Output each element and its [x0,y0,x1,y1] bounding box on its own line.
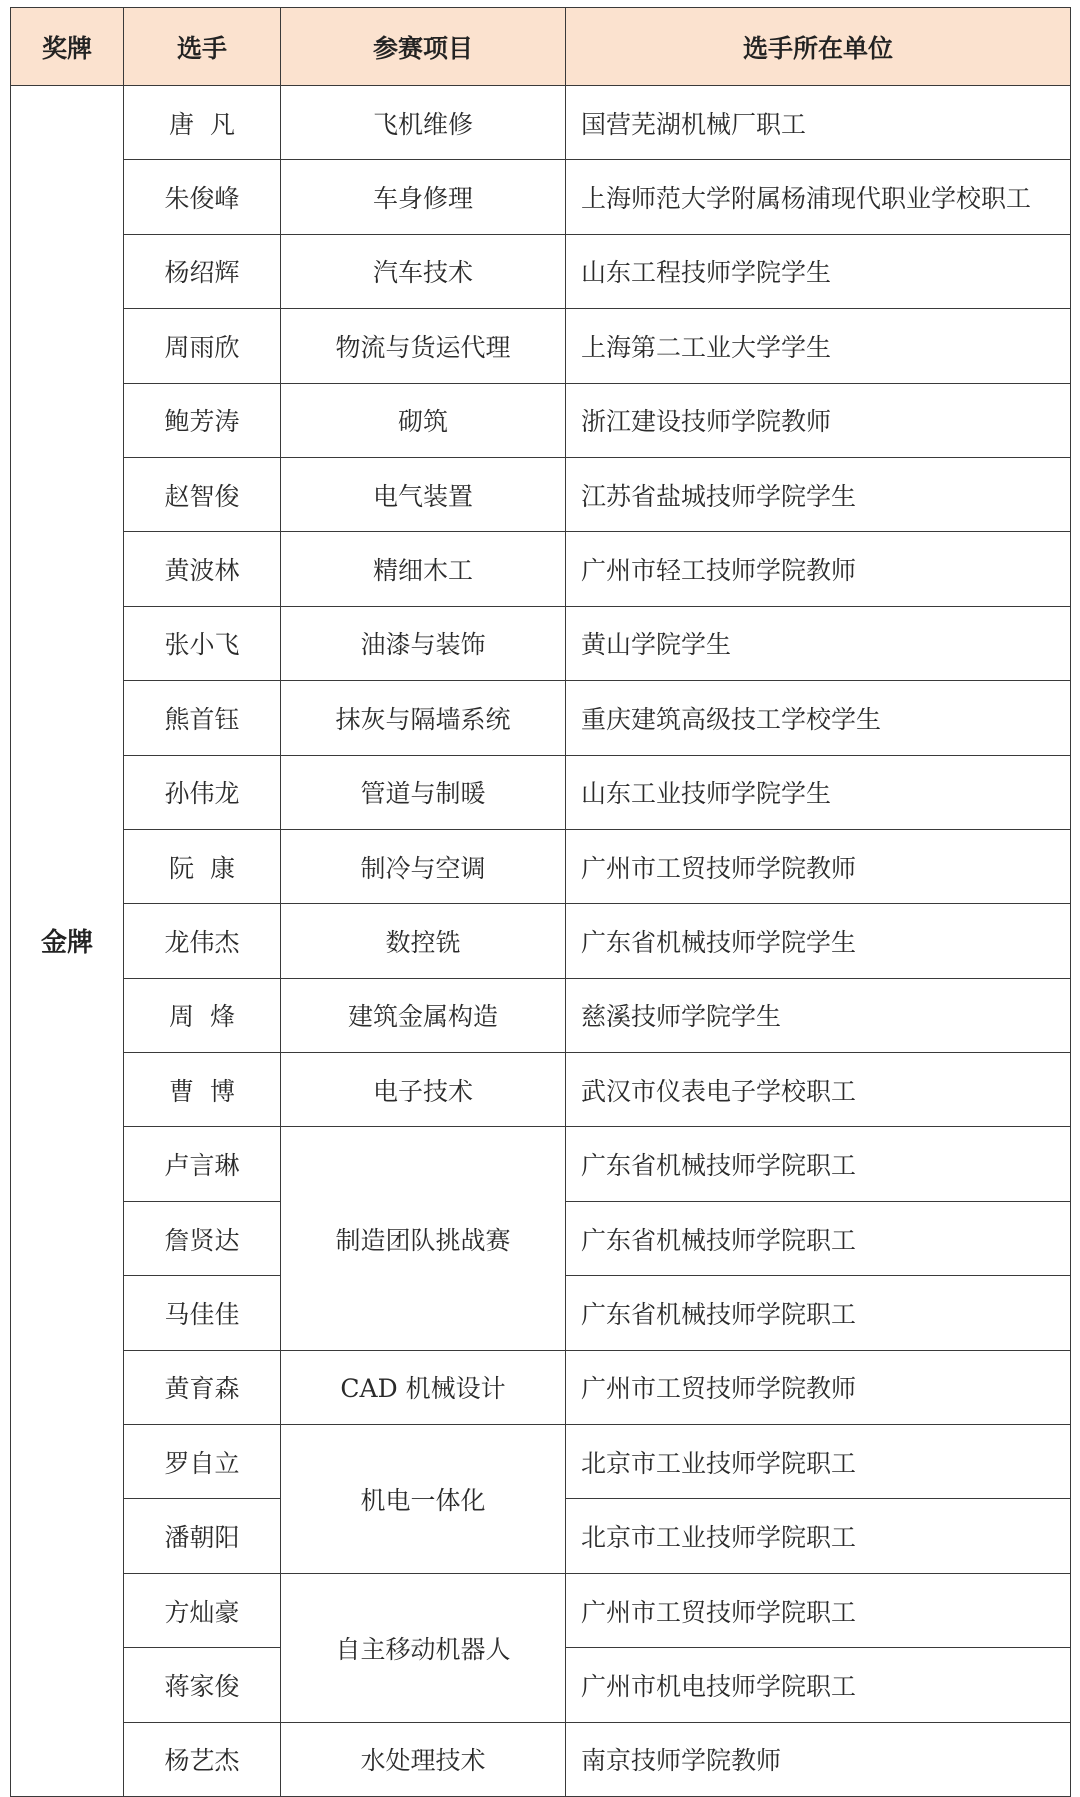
table-row [11,1722,1071,1796]
event-cell: 机电一体化 [281,1425,566,1574]
unit-cell: 上海师范大学附属杨浦现代职业学校职工 [566,160,1071,234]
name-cell: 曹 博 [124,1053,281,1127]
unit-cell: 广州市轻工技师学院教师 [566,532,1071,606]
event-cell: 油漆与装饰 [281,606,566,680]
name-cell: 龙伟杰 [124,904,281,978]
event-cell: 电子技术 [281,1053,566,1127]
table-row [11,1127,1071,1201]
medal-winners-table [10,7,1071,1797]
event-cell: CAD 机械设计 [281,1350,566,1424]
name-cell: 卢言琳 [124,1127,281,1201]
name-cell: 黄波林 [124,532,281,606]
name-cell: 蒋家俊 [124,1648,281,1722]
unit-cell: 慈溪技师学院学生 [566,978,1071,1052]
table-row [11,829,1071,903]
name-cell: 马佳佳 [124,1276,281,1350]
table-row [11,532,1071,606]
unit-cell: 北京市工业技师学院职工 [566,1425,1071,1499]
medal-cell: 金牌 [11,86,124,1797]
event-cell: 砌筑 [281,383,566,457]
name-cell: 熊首钰 [124,681,281,755]
table-row [11,606,1071,680]
name-cell: 潘朝阳 [124,1499,281,1573]
table-row [11,1350,1071,1424]
header-name: 选手 [124,8,281,86]
table-row [11,457,1071,531]
event-cell: 数控铣 [281,904,566,978]
name-cell: 周 烽 [124,978,281,1052]
unit-cell: 北京市工业技师学院职工 [566,1499,1071,1573]
unit-cell: 山东工程技师学院学生 [566,234,1071,308]
unit-cell: 广东省机械技师学院职工 [566,1201,1071,1275]
event-cell: 制冷与空调 [281,829,566,903]
unit-cell: 广州市工贸技师学院职工 [566,1573,1071,1647]
unit-cell: 广东省机械技师学院职工 [566,1276,1071,1350]
unit-cell: 广州市机电技师学院职工 [566,1648,1071,1722]
name-cell: 朱俊峰 [124,160,281,234]
event-cell: 物流与货运代理 [281,309,566,383]
table-row [11,160,1071,234]
table-row [11,309,1071,383]
unit-cell: 浙江建设技师学院教师 [566,383,1071,457]
unit-cell: 南京技师学院教师 [566,1722,1071,1796]
table-row [11,86,1071,160]
event-cell: 水处理技术 [281,1722,566,1796]
name-cell: 孙伟龙 [124,755,281,829]
event-cell: 抹灰与隔墙系统 [281,681,566,755]
header-unit: 选手所在单位 [566,8,1071,86]
table-row [11,383,1071,457]
event-cell: 精细木工 [281,532,566,606]
name-cell: 阮 康 [124,829,281,903]
event-cell: 建筑金属构造 [281,978,566,1052]
name-cell: 杨艺杰 [124,1722,281,1796]
unit-cell: 黄山学院学生 [566,606,1071,680]
event-cell: 车身修理 [281,160,566,234]
event-cell: 汽车技术 [281,234,566,308]
name-cell: 杨绍辉 [124,234,281,308]
unit-cell: 广州市工贸技师学院教师 [566,1350,1071,1424]
name-cell: 唐 凡 [124,86,281,160]
event-cell: 制造团队挑战赛 [281,1127,566,1350]
header-medal: 奖牌 [11,8,124,86]
name-cell: 鲍芳涛 [124,383,281,457]
name-cell: 赵智俊 [124,457,281,531]
table-row [11,1573,1071,1647]
event-cell: 飞机维修 [281,86,566,160]
name-cell: 罗自立 [124,1425,281,1499]
unit-cell: 广州市工贸技师学院教师 [566,829,1071,903]
table-row [11,1053,1071,1127]
name-cell: 方灿豪 [124,1573,281,1647]
table-row [11,681,1071,755]
unit-cell: 武汉市仪表电子学校职工 [566,1053,1071,1127]
unit-cell: 重庆建筑高级技工学校学生 [566,681,1071,755]
name-cell: 张小飞 [124,606,281,680]
header-row [11,8,1071,86]
unit-cell: 上海第二工业大学学生 [566,309,1071,383]
event-cell: 自主移动机器人 [281,1573,566,1722]
unit-cell: 山东工业技师学院学生 [566,755,1071,829]
unit-cell: 国营芜湖机械厂职工 [566,86,1071,160]
event-cell: 管道与制暖 [281,755,566,829]
name-cell: 周雨欣 [124,309,281,383]
name-cell: 詹贤达 [124,1201,281,1275]
table-row [11,978,1071,1052]
unit-cell: 广东省机械技师学院职工 [566,1127,1071,1201]
table-row [11,234,1071,308]
name-cell: 黄育森 [124,1350,281,1424]
unit-cell: 广东省机械技师学院学生 [566,904,1071,978]
table-row [11,904,1071,978]
unit-cell: 江苏省盐城技师学院学生 [566,457,1071,531]
table-row [11,755,1071,829]
header-event: 参赛项目 [281,8,566,86]
table-row [11,1425,1071,1499]
event-cell: 电气装置 [281,457,566,531]
